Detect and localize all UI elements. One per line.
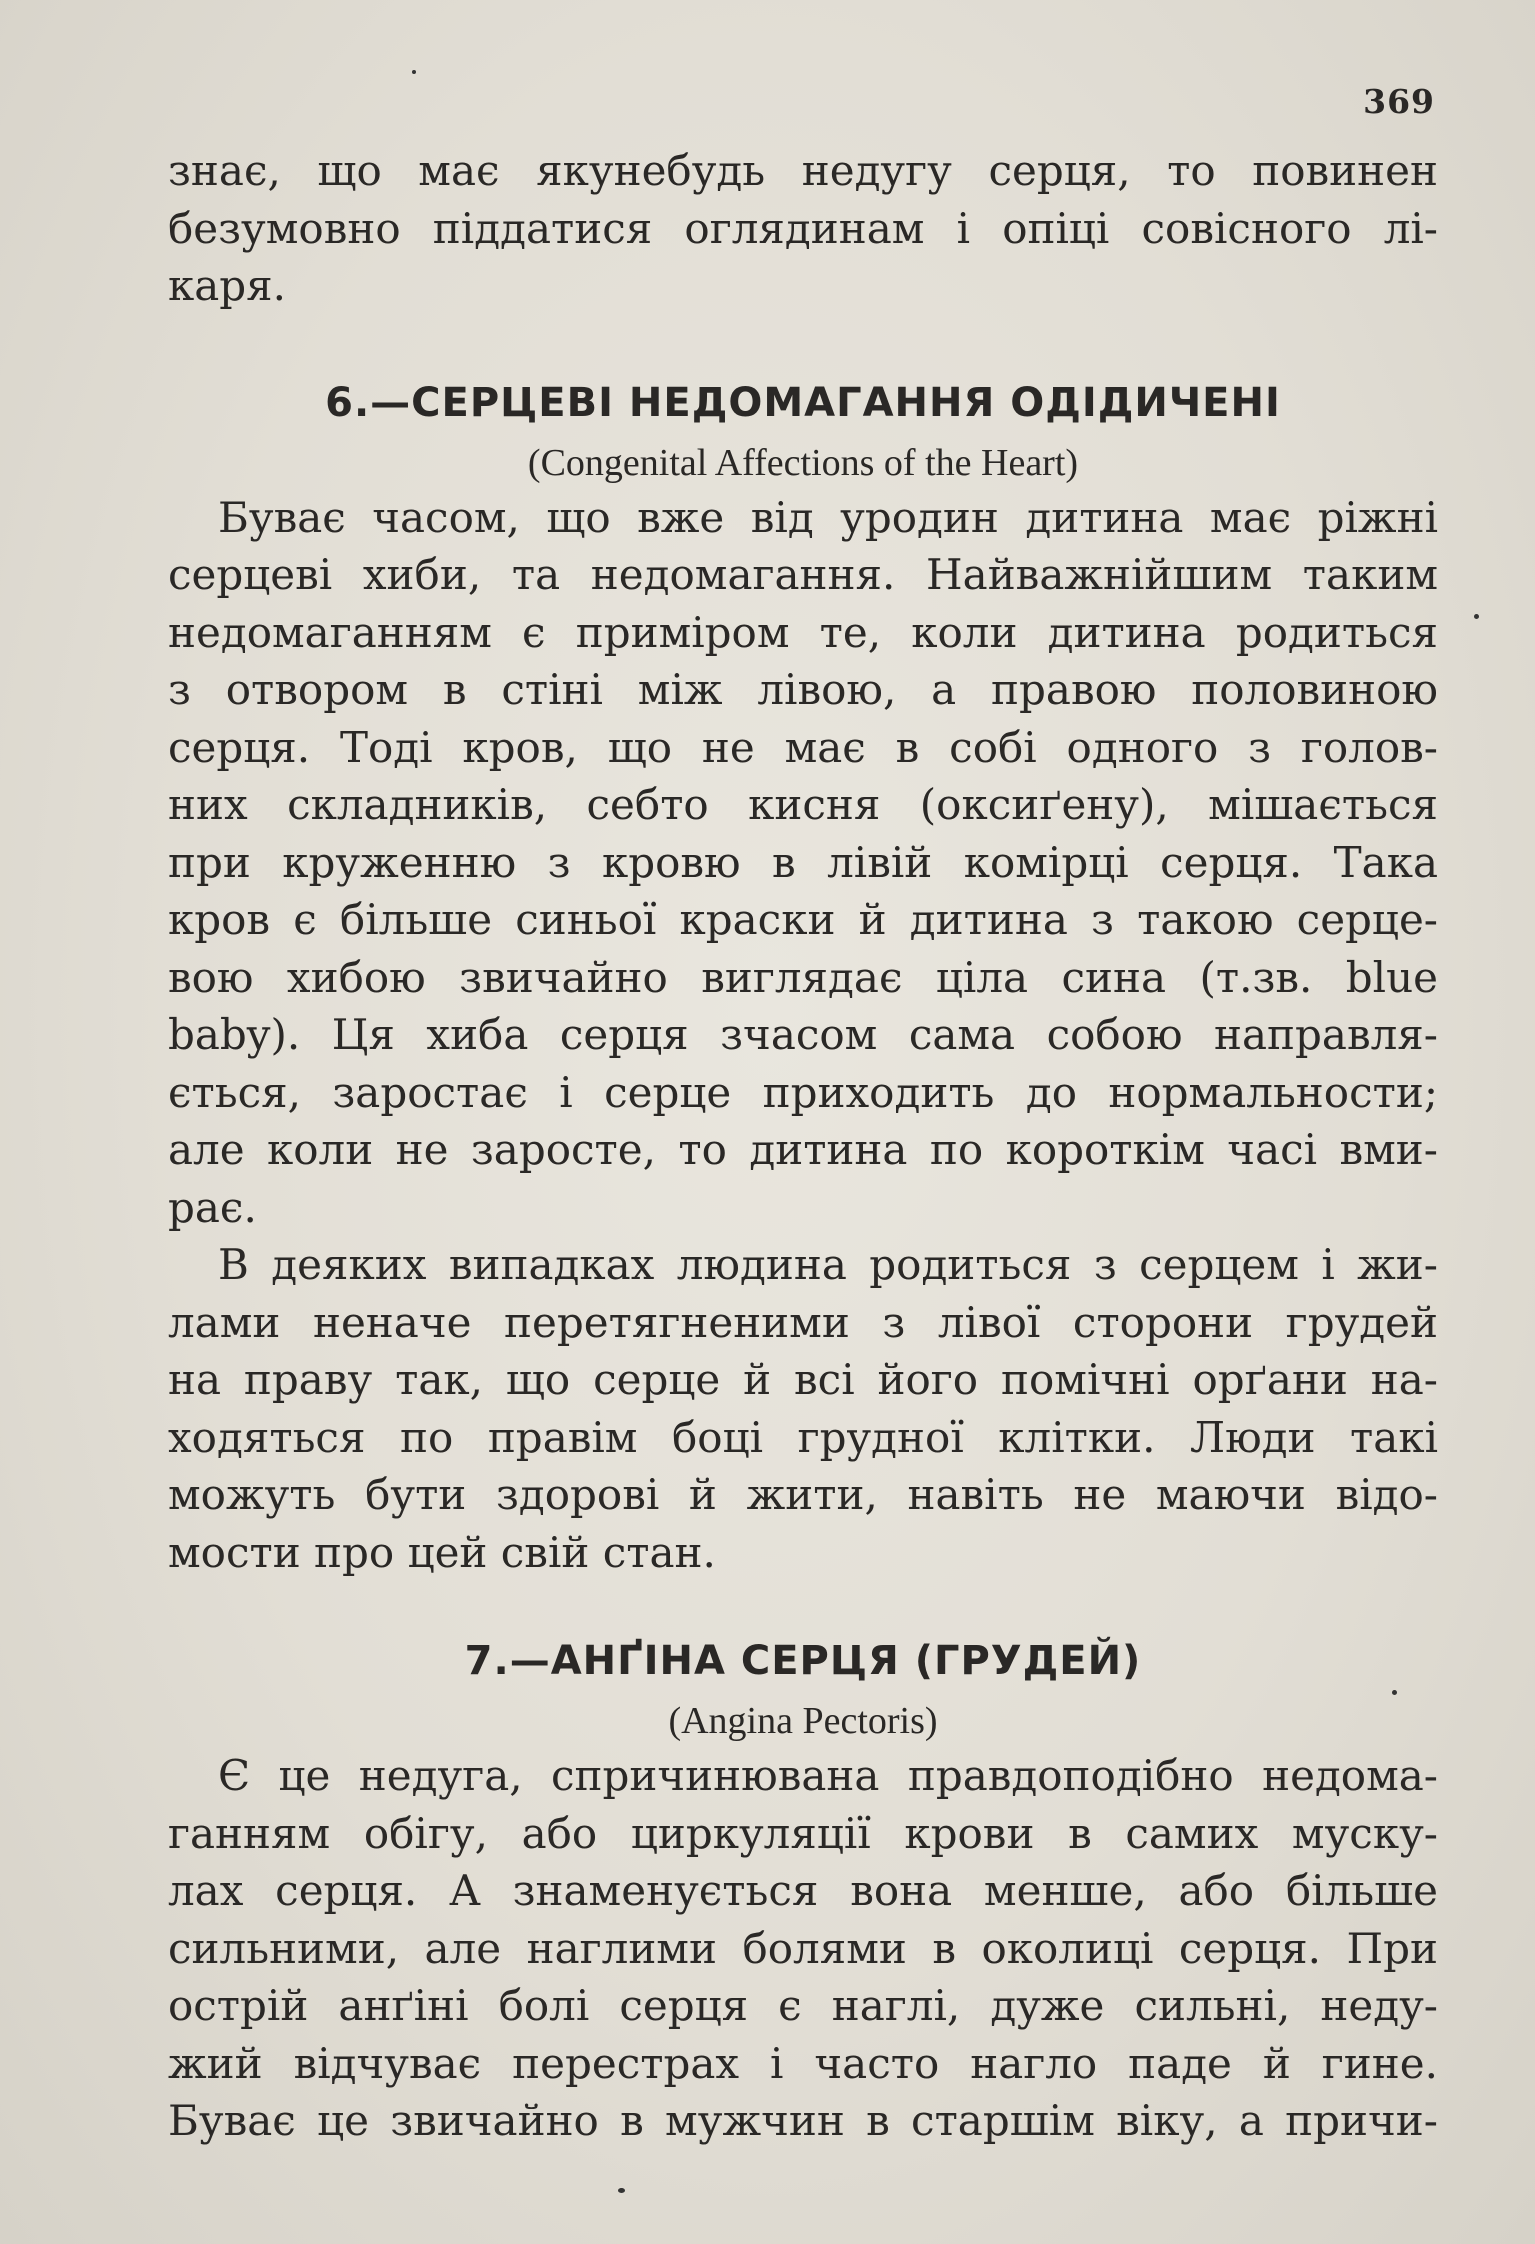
page-number: 369 <box>1363 82 1435 121</box>
print-speck <box>1474 614 1479 619</box>
text-line: Буває часом, що вже від уродин дитина має ріжні <box>218 492 1438 542</box>
text-line: серця. Тоді кров, що не має в собі одного з голов- <box>168 722 1438 772</box>
print-speck <box>1392 1690 1397 1695</box>
section-6-paragraph-2 <box>168 1236 1438 1294</box>
text-line: лами неначе перетягненими з лівої сторони грудей <box>168 1297 1438 1347</box>
text-line: baby). Ця хиба серця зчасом сама собою направля- <box>168 1010 1438 1059</box>
section-6-paragraph-1-body <box>168 546 1438 1236</box>
section-6-paragraph-2-body <box>168 1294 1438 1582</box>
text-line: Є це недуга, спричинювана правдоподібно недома- <box>218 1751 1438 1800</box>
text-line: них складників, себто кисня (оксиґену), мішається <box>168 780 1438 829</box>
section-7-paragraph-1-body <box>168 1805 1438 2150</box>
text-line: серцеві хиби, та недомагання. Найважнійшим таким <box>168 550 1438 599</box>
text-line: рає. <box>168 1182 257 1232</box>
text-line: ється, заростає і серце приходить до нормальности; <box>168 1067 1438 1117</box>
section-6-paragraph-1 <box>168 489 1438 547</box>
text-line: на праву так, що серце й всі його помічні орґани на- <box>168 1355 1438 1404</box>
text-line: при круженню з кровю в лівій комірці серця. Така <box>168 837 1438 887</box>
text-line: лах серця. А знаменується вона менше, або більше <box>168 1866 1438 1915</box>
text-line: кров є більше синьої краски й дитина з такою серце- <box>168 895 1438 944</box>
text-line: з отвором в стіні між лівою, а правою половиною <box>168 665 1438 714</box>
section-7-title: 7.—АНҐІНА СЕРЦЯ (ГРУДЕЙ) <box>464 1638 1142 1684</box>
text-line: ганням обігу, або циркуляції крови в самих муску- <box>168 1808 1438 1858</box>
text-line: вою хибою звичайно виглядає ціла сина (т.зв. blue <box>168 952 1438 1002</box>
text-line: жий відчуває перестрах і часто нагло паде й гине. <box>168 2038 1438 2088</box>
section-6-title: 6.—СЕРЦЕВІ НЕДОМАГАННЯ ОДІДИЧЕНІ <box>325 379 1281 426</box>
text-line: мости про цей свій стан. <box>168 1527 716 1577</box>
text-line: можуть бути здорові й жити, навіть не маючи відо- <box>168 1470 1438 1519</box>
section-6-subtitle: (Congenital Affections of the Heart) <box>527 441 1079 484</box>
text-line: недомаганням є приміром те, коли дитина родиться <box>168 607 1438 657</box>
text-line: каря. <box>168 261 287 310</box>
text-line: Буває це звичайно в мужчин в старшім віку, а причи- <box>168 2096 1438 2145</box>
text-line: ходяться по правім боці грудної клітки. Люди такі <box>168 1412 1438 1462</box>
intro-paragraph <box>168 142 1438 315</box>
print-speck <box>618 2188 625 2193</box>
text-line: В деяких випадках людина родиться з серцем і жи- <box>218 1240 1438 1289</box>
text-line: знає, що має якунебудь недугу серця, то повинен <box>168 146 1438 195</box>
text-line: острій анґіні болі серця є наглі, дуже сильні, неду- <box>168 1981 1438 2030</box>
text-line: безумовно піддатися оглядинам і опіці совісного лі- <box>168 203 1438 253</box>
page-content <box>168 142 1438 2150</box>
text-line: але коли не заросте, то дитина по короткім часі вми- <box>168 1125 1438 1174</box>
text-line: сильними, але наглими болями в околиці серця. При <box>168 1923 1438 1973</box>
section-7-subtitle: (Angina Pectoris) <box>668 1700 938 1742</box>
print-speck <box>412 70 416 74</box>
section-7-paragraph-1 <box>168 1747 1438 1805</box>
